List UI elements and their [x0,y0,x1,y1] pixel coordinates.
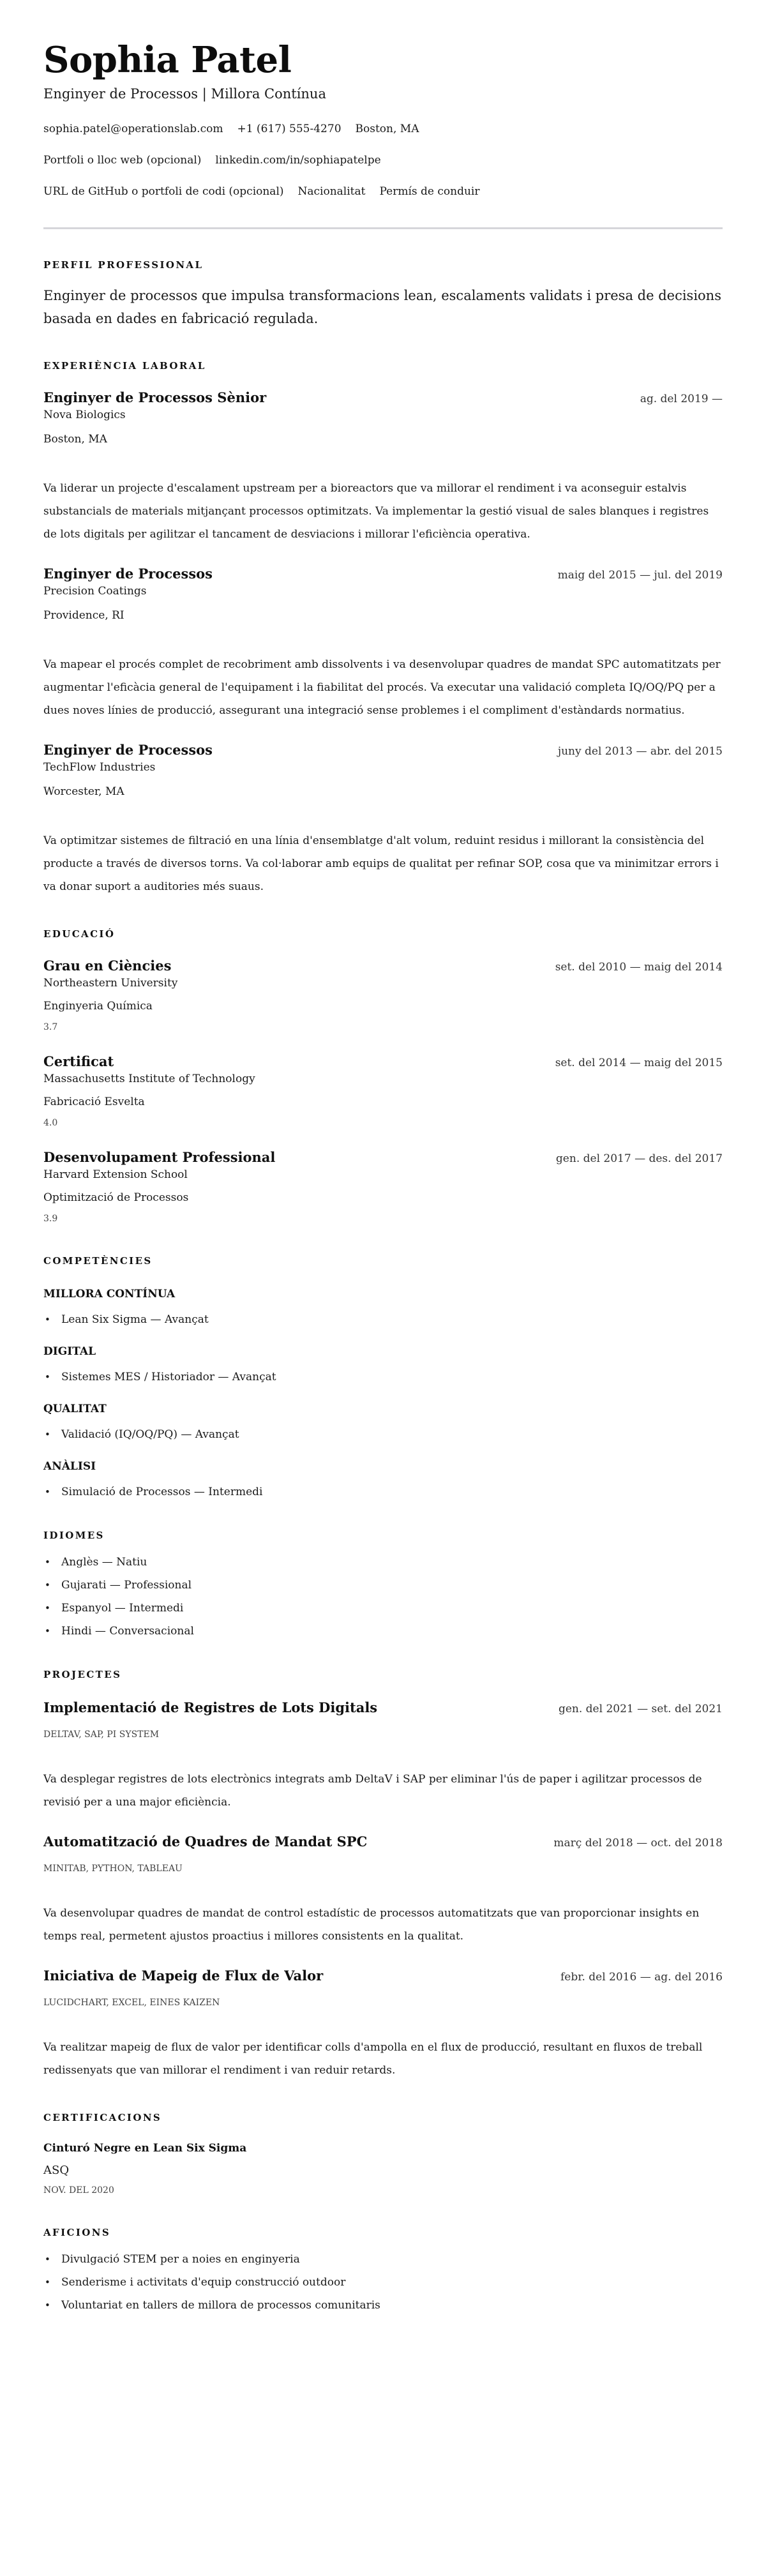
skill-list [43,1427,723,1442]
section-skills [43,1254,723,1500]
skill-item: • Lean Six Sigma — Avançat [43,1312,723,1327]
portfolio-link[interactable]: Portfoli o lloc web (opcional) [43,154,202,167]
job-description: Va liderar un projecte d'escalament upstream per a bioreactors que va millorar el rendiment i va aconseguir estalvis substancials de materials mitjançant processos optimitzats. Va implementar la gestió visual de sales blanques i registres de lots digitals per agilitzar el tancament de desviacions i millorar l'eficiència operativa. [43,482,709,541]
job-description: Va mapear el procés complet de recobriment amb dissolvents i va desenvolupar quadres de mandat SPC automatitzats per augmentar l'eficàcia general de l'equipament i la fiabilitat del procés. Va executar una validació completa IQ/OQ/PQ per a dues noves línies de producció, assegurant una integració sense problemes i el compliment d'estàndards normatius. [43,658,721,717]
job-title: Enginyer de Processos [43,742,213,758]
education-dates: set. del 2010 — maig del 2014 [555,961,723,974]
field-of-study: Fabricació Esvelta [43,1096,145,1108]
gpa: 4.0 [43,1118,58,1128]
education-dates: gen. del 2017 — des. del 2017 [555,1152,723,1165]
job-location: Worcester, MA [43,785,124,798]
section-title: PERFIL PROFESSIONAL [43,259,204,271]
linkedin-link[interactable]: linkedin.com/in/sophiapatelpe [215,154,381,167]
project-tech-stack: DELTAV, SAP, PI SYSTEM [43,1729,160,1740]
field-of-study: Enginyeria Química [43,1000,153,1013]
skill-category: ANÀLISI [43,1460,96,1473]
job-location: Boston, MA [43,433,107,446]
experience-item [43,741,723,898]
school-name: Harvard Extension School [43,1168,188,1181]
skill-category: DIGITAL [43,1345,96,1358]
language-item: • Hindi — Conversacional [43,1623,723,1639]
certification-date: NOV. DEL 2020 [43,2185,114,2196]
resume-header [43,40,723,229]
skill-item: • Simulació de Processos — Intermedi [43,1484,723,1500]
project-item [43,1699,723,1814]
section-projects [43,1668,723,2082]
project-description: Va desplegar registres de lots electrònics integrats amb DeltaV i SAP per eliminar l'ús de paper i agilitzar processos de revisió per a una major eficiència. [43,1773,702,1809]
section-education [43,928,723,1225]
project-dates: març del 2018 — oct. del 2018 [553,1837,723,1849]
skill-list [43,1312,723,1327]
phone-number: +1 (617) 555-4270 [237,123,342,135]
section-title: IDIOMES [43,1530,105,1541]
contact-row-links [43,153,723,168]
job-dates: maig del 2015 — jul. del 2019 [557,569,723,582]
project-title: Iniciativa de Mapeig de Flux de Valor [43,1968,324,1984]
project-tech-stack: MINITAB, PYTHON, TABLEAU [43,1864,183,1874]
nationality: Nacionalitat [297,185,366,198]
skill-category: QUALITAT [43,1403,107,1415]
job-dates: ag. del 2019 — [640,393,723,405]
project-item [43,1833,723,1948]
section-title: AFICIONS [43,2227,111,2238]
certification-name: Cinturó Negre en Lean Six Sigma [43,2142,247,2155]
project-dates: febr. del 2016 — ag. del 2016 [560,1971,723,1984]
hobby-item: • Senderisme i activitats d'equip construcció outdoor [43,2275,723,2290]
language-item: • Anglès — Natiu [43,1555,723,1570]
section-certifications [43,2111,723,2197]
skill-category: MILLORA CONTÍNUA [43,1288,176,1300]
skill-list [43,1484,723,1500]
field-of-study: Optimització de Processos [43,1191,189,1204]
project-title: Automatització de Quadres de Mandat SPC [43,1834,368,1849]
experience-item [43,389,723,546]
hobby-item: • Voluntariat en tallers de millora de processos comunitaris [43,2298,723,2313]
contact-row-extra [43,184,723,199]
experience-item [43,565,723,722]
gpa: 3.9 [43,1214,58,1224]
school-name: Massachusetts Institute of Technology [43,1073,255,1085]
education-item [43,1149,723,1225]
language-item: • Gujarati — Professional [43,1578,723,1593]
section-title: CERTIFICACIONS [43,2112,162,2123]
project-title: Implementació de Registres de Lots Digitals [43,1699,378,1715]
gpa: 3.7 [43,1022,58,1032]
skill-item: • Validació (IQ/OQ/PQ) — Avançat [43,1427,723,1442]
language-list [43,1555,723,1639]
company-name: Precision Coatings [43,585,147,598]
section-languages [43,1529,723,1639]
degree-title: Desenvolupament Professional [43,1149,276,1165]
degree-title: Grau en Ciències [43,958,172,974]
company-name: Nova Biologics [43,409,126,421]
candidate-name: Sophia Patel [43,39,292,81]
job-title: Enginyer de Processos Sènior [43,389,267,405]
job-title: Enginyer de Processos [43,566,213,582]
education-item [43,957,723,1034]
driving-license: Permís de conduir [379,185,480,198]
project-description: Va realitzar mapeig de flux de valor per identificar colls d'ampolla en el flux de producció, resultant en fluxos de treball redissenyats que van millorar el rendiment i van reduir retards. [43,2041,703,2077]
school-name: Northeastern University [43,977,178,990]
project-description: Va desenvolupar quadres de mandat de control estadístic de processos automatitzats que van proporcionar insights en temps real, permetent ajustos proactius i millores consistents en la qualitat. [43,1907,700,1943]
summary-text: Enginyer de processos que impulsa transformacions lean, escalaments validats i presa de decisions basada en dades en fabricació regulada. [43,288,721,326]
project-tech-stack: LUCIDCHART, EXCEL, EINES KAIZEN [43,1998,220,2008]
header-divider [43,227,723,229]
hobby-item: • Divulgació STEM per a noies en enginyeria [43,2252,723,2267]
skill-list [43,1369,723,1385]
company-name: TechFlow Industries [43,761,156,774]
degree-title: Certificat [43,1053,114,1069]
section-title: EXPERIÈNCIA LABORAL [43,360,206,372]
section-title: PROJECTES [43,1669,122,1680]
job-description: Va optimitzar sistemes de filtració en una línia d'ensemblatge d'alt volum, reduint residus i millorant la consistència del producte a través de diversos torns. Va col·laborar amb equips de qualitat per refinar SOP, cosa que va minimitzar errors i va donar suport a auditories més suaus. [43,834,719,893]
section-experience [43,359,723,898]
education-dates: set. del 2014 — maig del 2015 [555,1057,723,1069]
section-title: EDUCACIÓ [43,928,116,940]
language-item: • Espanyol — Intermedi [43,1601,723,1616]
project-item [43,1967,723,2082]
hobby-list [43,2252,723,2313]
github-link[interactable]: URL de GitHub o portfoli de codi (opcional) [43,185,284,198]
section-summary [43,259,723,330]
section-title: COMPETÈNCIES [43,1255,153,1267]
section-hobbies [43,2226,723,2313]
job-dates: juny del 2013 — abr. del 2015 [557,745,723,758]
email-link[interactable]: sophia.patel@operationslab.com [43,123,223,135]
skill-item: • Sistemes MES / Historiador — Avançat [43,1369,723,1385]
contact-row-primary [43,121,723,137]
education-item [43,1053,723,1129]
certification-item [43,2141,723,2197]
candidate-headline: Enginyer de Processos | Millora Contínua [43,86,326,102]
certification-issuer: ASQ [43,2164,70,2177]
job-location: Providence, RI [43,609,124,622]
location: Boston, MA [355,123,419,135]
project-dates: gen. del 2021 — set. del 2021 [558,1703,723,1715]
